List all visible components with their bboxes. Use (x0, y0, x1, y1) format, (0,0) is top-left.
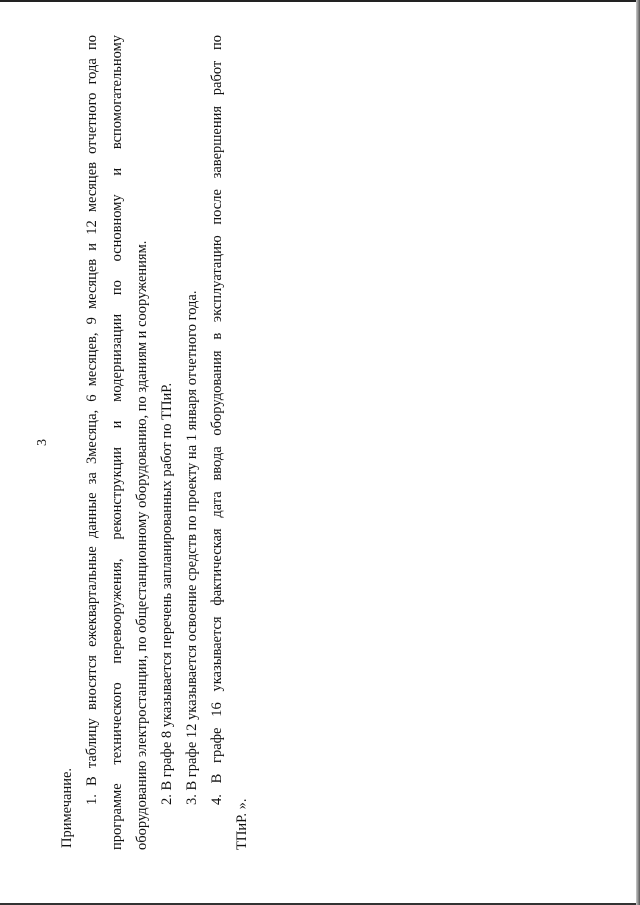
note-item-2 (155, 35, 180, 850)
note-item-1-line-2: программе технического перевооружения, реконструкции и модернизации по основному и вспомогательному (109, 35, 125, 850)
note-item-4 (205, 35, 255, 850)
page-edge (636, 0, 640, 905)
note-item-4-line-2: ТПиР. ». (234, 798, 250, 850)
note-item-4-line-1: 4. В графе 16 указывается фактическая дата ввода оборудования в эксплуатацию после завершения работ по (209, 35, 225, 805)
note-item-3 (180, 35, 205, 850)
note-item-1-line-1: 1. В таблицу вносятся ежеквартальные данные за 3месяца, 6 месяцев, 9 месяцев и 12 месяцев отчетного года по (84, 35, 100, 805)
note-item-1-line-3: оборудованию электростанции, по общестанционному оборудованию, по зданиям и сооружениям. (134, 240, 150, 850)
note-item-1 (80, 35, 155, 850)
note-heading: Примечание. (59, 767, 75, 848)
rotated-page-content (35, 35, 305, 850)
page-number: 3 (35, 439, 50, 446)
note-item-3-text: 3. В графе 12 указывается освоение средств по проекту на 1 января отчетного года. (184, 290, 200, 805)
note-item-2-text: 2. В графе 8 указывается перечень запланированных работ по ТПиР. (159, 382, 175, 805)
